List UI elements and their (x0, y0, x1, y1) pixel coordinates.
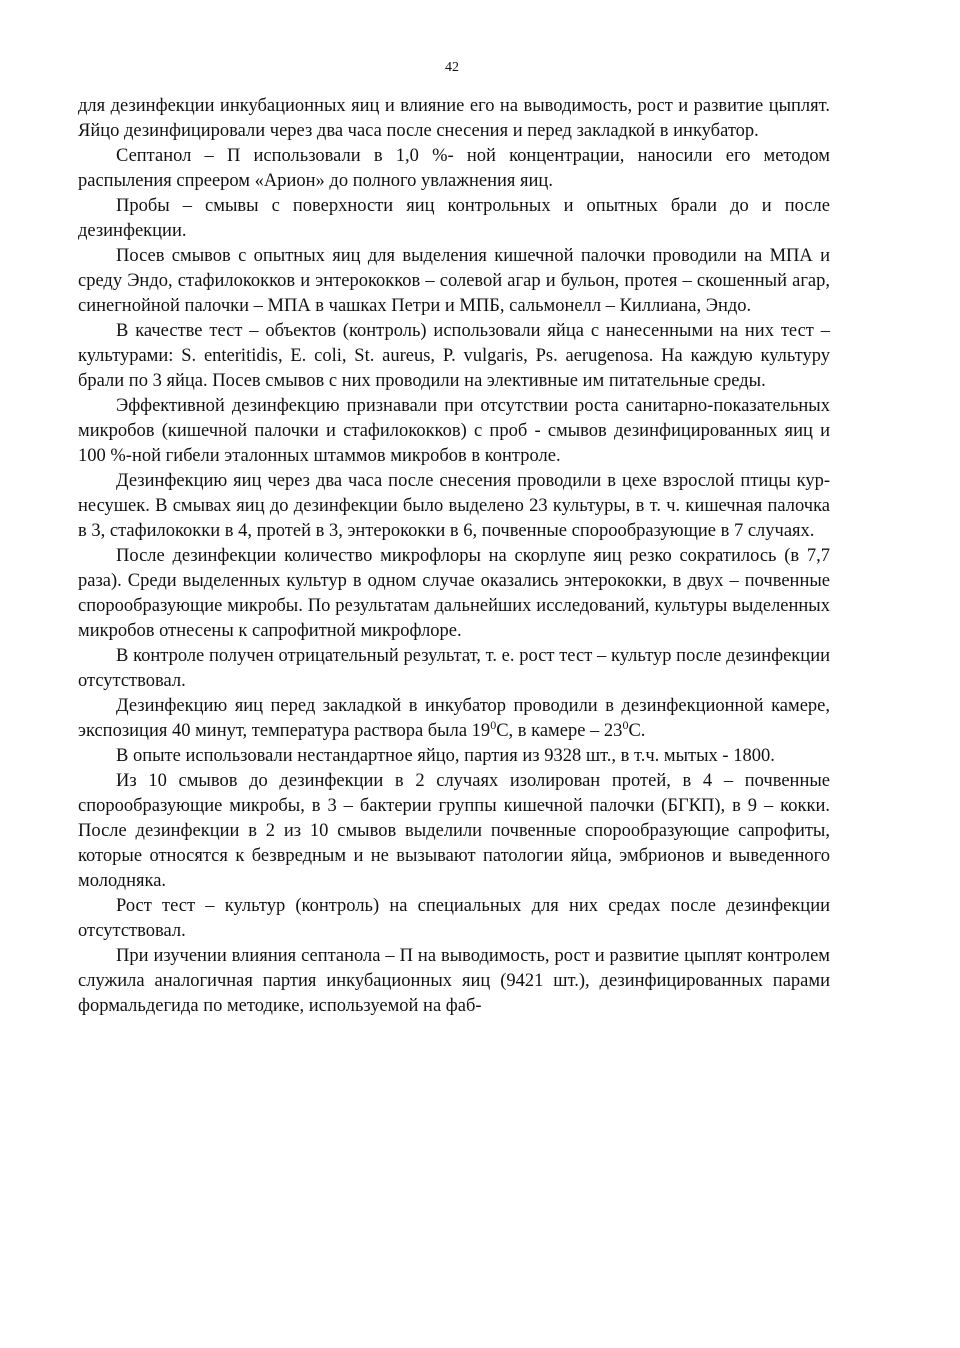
paragraph: Пробы – смывы с поверхности яиц контрольных и опытных брали до и после дезинфекции. (78, 196, 830, 241)
paragraph: Дезинфекцию яиц через два часа после снесения проводили в цехе взрослой птицы кур-несушек. В смывах яиц до дезинфекции было выделено 23 культуры, в т. ч. кишечная палочка в 3, стафилококки в 4, протей в 3, энтерококки в 6, почвенные спорообразующие в 7 случаях. (78, 471, 830, 541)
paragraph: В контроле получен отрицательный результат, т. е. рост тест – культур после дезинфекции отсутствовал. (78, 646, 830, 691)
paragraph-continuation: для дезинфекции инкубационных яиц и влияние его на выводимость, рост и развитие цыплят. Яйцо дезинфицировали через два часа после снесения и перед закладкой в инкубатор. (78, 96, 830, 141)
paragraph-temperature (78, 694, 830, 744)
paragraph: Из 10 смывов до дезинфекции в 2 случаях изолирован протей, в 4 – почвенные спорообразующие микробы, в 3 – бактерии группы кишечной палочки (БГКП), в 9 – кокки. После дезинфекции в 2 из 10 смывов выделили почвенные спорообразующие сапрофиты, которые относятся к безвредным и не вызывают патологии яйца, эмбрионов и выведенного молодняка. (78, 771, 830, 891)
paragraph: При изучении влияния септанола – П на выводимость, рост и развитие цыплят контролем служила аналогичная партия инкубационных яиц (9421 шт.), дезинфицированных парами формальдегида по методике, используемой на фаб- (78, 946, 830, 1016)
document-body (78, 94, 830, 1019)
paragraph: В опыте использовали нестандартное яйцо, партия из 9328 шт., в т.ч. мытых - 1800. (116, 746, 775, 766)
paragraph: После дезинфекции количество микрофлоры на скорлупе яиц резко сократилось (в 7,7 раза). Среди выделенных культур в одном случае оказались энтерококки, в двух – почвенные спорообразующие микробы. По результатам дальнейших исследований, культуры выделенных микробов отнесены к сапрофитной микрофлоре. (78, 546, 830, 641)
paragraph: Посев смывов с опытных яиц для выделения кишечной палочки проводили на МПА и среду Эндо, стафилококков и энтерококков – солевой агар и бульон, протея – скошенный агар, синегнойной палочки – МПА в чашках Петри и МПБ, сальмонелл – Киллиана, Эндо. (78, 246, 830, 316)
degree-superscript: 0 (490, 717, 497, 732)
page-number: 42 (445, 60, 459, 75)
paragraph: В качестве тест – объектов (контроль) использовали яйца с нанесенными на них тест – культурами: S. enteritidis, E. coli, St. aureus, P. vulgaris, Ps. aerugenosa. На каждую культуру брали по 3 яйца. Посев смывов с них проводили на элективные им питательные среды. (78, 321, 830, 391)
paragraph: Септанол – П использовали в 1,0 %- ной концентрации, наносили его методом распыления спреером «Арион» до полного увлажнения яиц. (78, 146, 830, 191)
temperature-text-middle: С, в камере – 23 (496, 721, 623, 741)
temperature-text-after: С. (628, 721, 646, 741)
paragraph: Эффективной дезинфекцию признавали при отсутствии роста санитарно-показательных микробов (кишечной палочки и стафилококков) с проб - смывов дезинфицированных яиц и 100 %-ной гибели эталонных штаммов микробов в контроле. (78, 396, 830, 466)
degree-superscript: 0 (622, 717, 629, 732)
paragraph: Рост тест – культур (контроль) на специальных для них средах после дезинфекции отсутствовал. (78, 896, 830, 941)
temperature-text-before: Дезинфекцию яиц перед закладкой в инкубатор проводили в дезинфекционной камере, экспозиция 40 минут, температура раствора была 19 (78, 696, 830, 741)
